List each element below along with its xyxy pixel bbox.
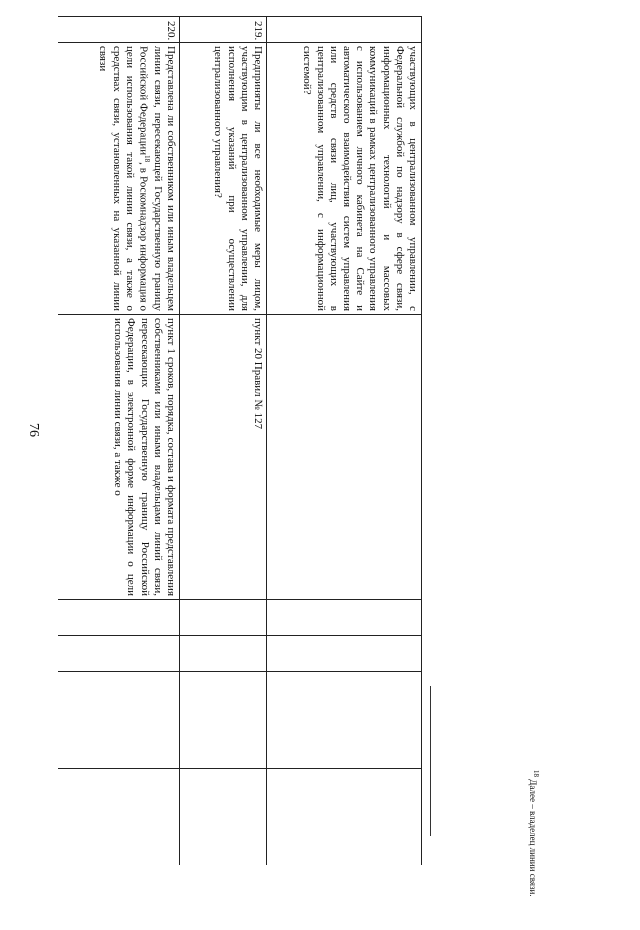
row-answer-no	[267, 636, 422, 672]
row-answer-yes	[180, 600, 267, 636]
row-answer-yes	[58, 600, 180, 636]
row-legal-basis: пункт 20 Правил № 127	[180, 315, 267, 600]
footnote	[528, 770, 540, 930]
footnote-text: Далее – владелец линии связи.	[528, 779, 538, 897]
checklist-table-wrapper	[58, 16, 422, 865]
table-row	[58, 17, 180, 866]
footnote-divider	[430, 686, 431, 836]
row-answer-na	[267, 672, 422, 769]
row-legal-basis: пункт 1 сроков, порядка, состава и формата представления собственниками или иными владельцами линий связи, пересекающих Государственную границу Российской Федерации, в электронной форме информации о цели использования линии связи, а также о	[58, 315, 180, 600]
footnote-mark: 18	[532, 770, 540, 777]
question-text-post: , в Роскомнадзор информация о цели использования такой линии связи, а также о средствах связи, установленных на указанной линии связи	[97, 46, 149, 311]
table-row	[180, 17, 267, 866]
row-answer-no	[58, 636, 180, 672]
row-answer-na	[180, 672, 267, 769]
row-answer-na	[58, 672, 180, 769]
table-row	[267, 17, 422, 866]
row-legal-basis	[267, 315, 422, 600]
footnote-ref: 18	[142, 155, 151, 163]
row-remarks	[267, 769, 422, 866]
question-text-pre: Представлена ли собственником или иным владельцем линии связи, пересекающей Государственную границу Российской Федерации	[136, 46, 177, 311]
row-number: 220.	[58, 17, 180, 43]
row-question	[58, 43, 180, 315]
row-question: участвующих в централизованном управлении, с Федеральной службой по надзору в сфере связи, информационных технологий и массовых коммуникаций в рамках централизованного управления с использованием личного кабинета на Сайте и автоматического взаимодействия систем управления или средств связи лиц, участвующих в централизованном управлении, с информационной системой?	[267, 43, 422, 315]
row-number	[267, 17, 422, 43]
row-answer-no	[180, 636, 267, 672]
checklist-table	[58, 16, 422, 865]
page-number: 76	[26, 423, 41, 437]
row-question: Предприняты ли все необходимые меры лицом, участвующим в централизованном управлении, для исполнения указаний при осуществлении централизованного управления?	[180, 43, 267, 315]
row-number: 219.	[180, 17, 267, 43]
checklist-table-rotated	[58, 16, 422, 865]
row-remarks	[180, 769, 267, 866]
row-remarks	[58, 769, 180, 866]
row-answer-yes	[267, 600, 422, 636]
